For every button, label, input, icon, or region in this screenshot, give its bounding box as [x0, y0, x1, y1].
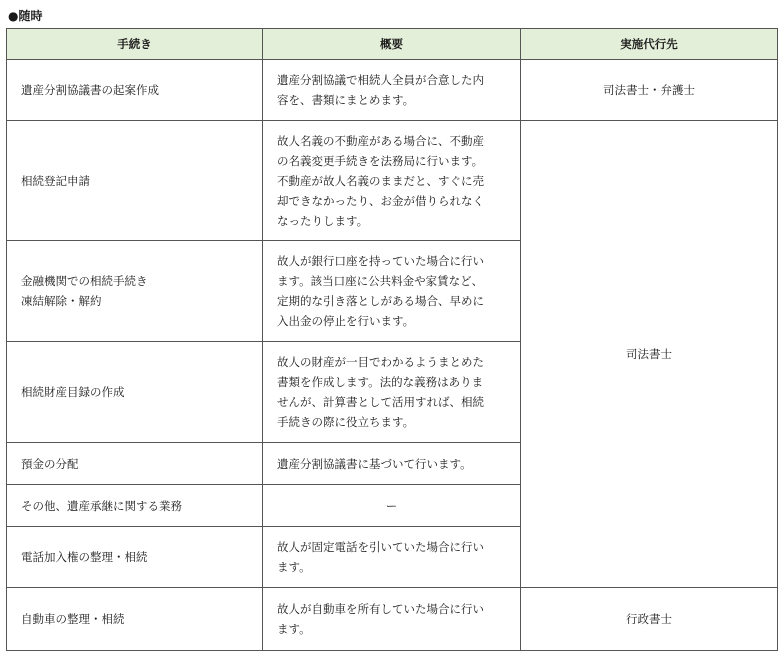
- procedures-table: [6, 28, 778, 651]
- procedure-cell: [7, 485, 263, 527]
- overview-cell: 故人が固定電話を引いていた場合に行い ます。: [263, 527, 521, 588]
- procedure-label: 預金の分配: [21, 456, 79, 471]
- table-header-row: [7, 29, 778, 60]
- table-row: [7, 121, 778, 241]
- overview-cell: 故人が銀行口座を持っていた場合に行い ます。該当口座に公共料金や家賃など、 定期的な引き落としがある場合、早めに 入出金の停止を行います。: [263, 241, 521, 342]
- procedure-label: 遺産分割協議書の起案作成: [21, 83, 159, 97]
- agent-cell: 行政書士: [521, 588, 778, 651]
- overview-cell: 故人名義の不動産がある場合に、不動産 の名義変更手続きを法務局に行います。 不動産が故人名義のままだと、すぐに売 却できなかったり、お金が借りられなく なったりします。: [263, 121, 521, 241]
- procedure-cell: [7, 121, 263, 241]
- table-row: [7, 60, 778, 121]
- procedure-cell: [7, 342, 263, 443]
- overview-cell: 遺産分割協議で相続人全員が合意した内 容を、書類にまとめます。: [263, 60, 521, 121]
- procedure-label: 相続登記申請: [21, 173, 90, 188]
- procedure-cell: [7, 443, 263, 485]
- header-agent: 実施代行先: [521, 29, 778, 60]
- procedure-label: 相続財産目録の作成: [21, 385, 125, 399]
- agent-cell: 司法書士・弁護士: [521, 60, 778, 121]
- overview-cell: 遺産分割協議書に基づいて行います。: [263, 443, 521, 485]
- procedure-cell: [7, 241, 263, 342]
- overview-cell: ー: [263, 485, 521, 527]
- header-procedure: 手続き: [7, 29, 263, 60]
- agent-cell: 司法書士: [521, 121, 778, 588]
- procedure-label: 電話加入権の整理・相続: [21, 550, 148, 564]
- procedure-cell: [7, 60, 263, 121]
- header-overview: 概要: [263, 29, 521, 60]
- procedure-label: 金融機関での相続手続き 凍結解除・解約: [21, 274, 148, 308]
- table-row: [7, 588, 778, 651]
- overview-cell: 故人が自動車を所有していた場合に行い ます。: [263, 588, 521, 651]
- procedure-cell: [7, 588, 263, 651]
- overview-cell: 故人の財産が一目でわかるようまとめた 書類を作成します。法的な義務はありま せんが、計算書として活用すれば、相続 手続きの際に役立ちます。: [263, 342, 521, 443]
- procedure-label: その他、遺産承継に関する業務: [21, 498, 182, 513]
- section-title: ●随時: [8, 9, 43, 23]
- procedure-label: 自動車の整理・相続: [21, 612, 125, 626]
- procedure-cell: [7, 527, 263, 588]
